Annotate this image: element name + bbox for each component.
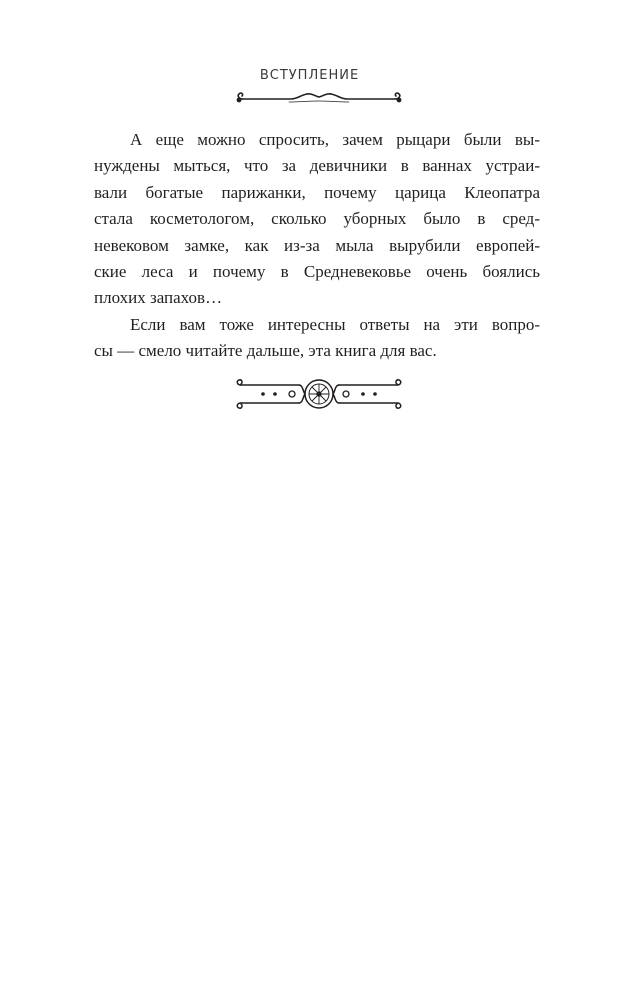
text-line: Если вам тоже интересны ответы на эти вопро- — [130, 314, 540, 334]
text-line: ские леса и почему в Средневековье очень боялись — [94, 262, 540, 282]
text-line: сы — смело читайте дальше, эта книга для вас. — [94, 341, 437, 361]
body-text — [94, 127, 540, 365]
text-line: стала косметологом, сколько уборных было в сред- — [94, 209, 540, 229]
text-line: невековом замке, как из-за мыла вырубили европей- — [94, 235, 540, 255]
text-line: нуждены мыться, что за девичники в ваннах устраи- — [94, 156, 540, 176]
text-line: вали богатые парижанки, почему царица Клеопатра — [94, 182, 540, 202]
paragraph-1 — [94, 127, 540, 312]
running-head-title: ВСТУПЛЕНИЕ — [259, 68, 360, 83]
text-line: плохих запахов… — [94, 288, 223, 308]
text-line: А еще можно спросить, зачем рыцари были вы- — [130, 130, 540, 149]
rosette-divider-icon — [233, 374, 405, 414]
paragraph-2 — [94, 312, 540, 365]
scroll-divider-icon — [229, 88, 409, 108]
